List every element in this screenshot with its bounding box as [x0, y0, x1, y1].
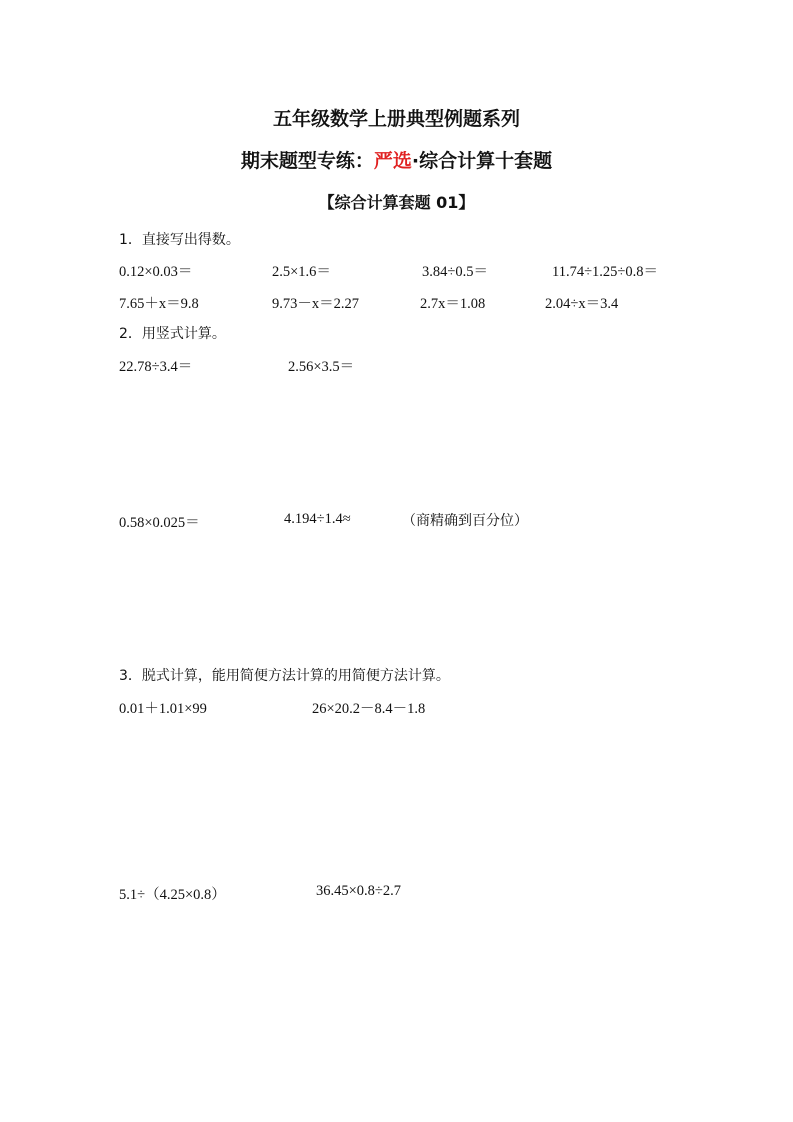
subtitle-highlight: 严选: [373, 150, 412, 172]
q1-item: 9.73－x＝2.27: [272, 296, 359, 312]
q1-item: 7.65＋x＝9.8: [119, 296, 199, 312]
q1-item: 2.7x＝1.08: [420, 296, 486, 312]
q3-item: 5.1÷（4.25×0.8）: [119, 887, 226, 903]
subtitle-suffix: ·综合计算十套题: [411, 150, 553, 172]
q2-heading: 2．用竖式计算。: [119, 326, 226, 342]
page-title: 五年级数学上册典型例题系列: [272, 108, 520, 130]
q2-item: 2.56×3.5＝: [288, 359, 355, 375]
q3-heading: 3．脱式计算，能用简便方法计算的用简便方法计算。: [119, 668, 450, 684]
q2-item: 0.58×0.025＝: [119, 515, 200, 531]
q2-item: 22.78÷3.4＝: [119, 359, 193, 375]
page-subtitle: [0, 146, 793, 173]
q1-item: 0.12×0.03＝: [119, 264, 193, 280]
q3-item: 26×20.2－8.4－1.8: [312, 701, 426, 717]
q1-item: 3.84÷0.5＝: [422, 264, 488, 280]
subtitle-prefix: 期末题型专练：: [240, 150, 374, 172]
q1-heading: 1．直接写出得数。: [119, 232, 240, 248]
q3-item: 36.45×0.8÷2.7: [316, 883, 402, 899]
q1-item: 2.5×1.6＝: [272, 264, 331, 280]
set-label: 【综合计算套题 01】: [318, 193, 475, 212]
q2-item: 4.194÷1.4≈: [284, 511, 351, 527]
q1-item: 11.74÷1.25÷0.8＝: [552, 264, 659, 280]
q2-precision-note: （商精确到百分位）: [402, 513, 528, 529]
q1-item: 2.04÷x＝3.4: [545, 296, 619, 312]
q3-item: 0.01＋1.01×99: [119, 701, 207, 717]
